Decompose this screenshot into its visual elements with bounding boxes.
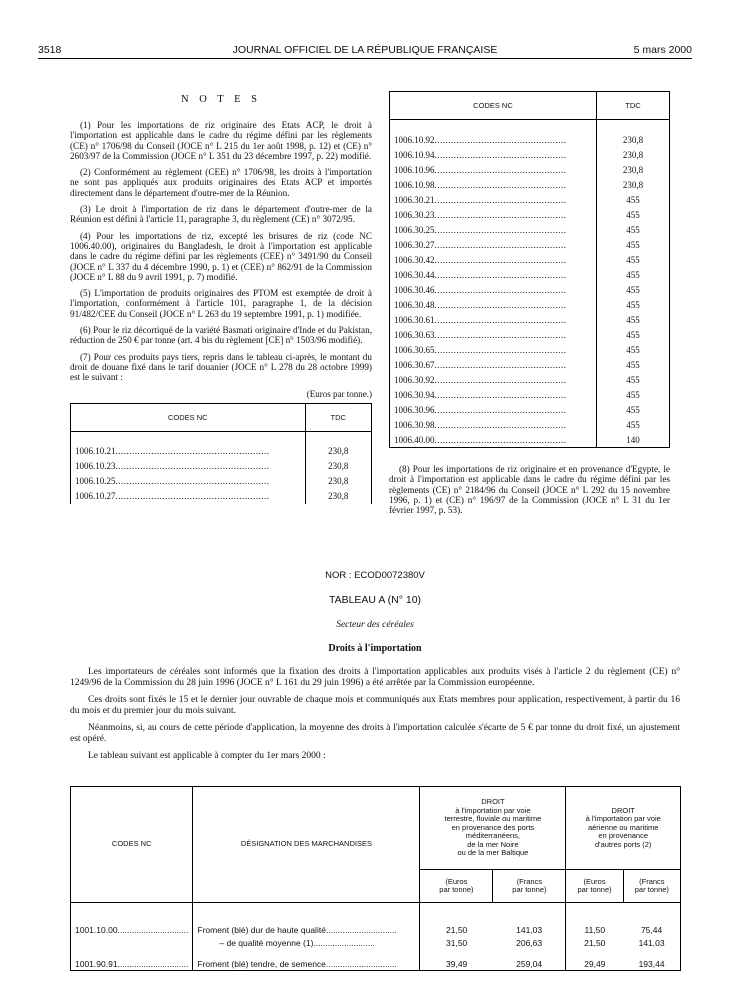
col-group-other-ports: DROIT à l'importation par voie aérienne ou maritime en provenance d'autres ports (2)	[566, 787, 681, 870]
tdc-value: 455	[626, 314, 640, 325]
code-nc: 1006.10.94	[394, 149, 435, 160]
col-francs-2: (Francs par tonne)	[623, 870, 680, 903]
tdc-value: 230,8	[622, 164, 644, 175]
tdc-value: 455	[626, 254, 640, 265]
value-euros-2: 29,49	[584, 958, 606, 969]
table-row: 1006.30.46................................................ 455	[390, 282, 669, 297]
table-row: 1006.30.94................................................ 455	[390, 387, 669, 402]
right-tdc-table	[389, 91, 670, 448]
table-row: – de qualité moyenne (1).......................... 31,50 206,63 21,50 141,03	[71, 936, 681, 949]
tdc-value: 455	[626, 269, 640, 280]
value-francs-2: 193,44	[638, 958, 665, 969]
table-row: 1006.30.61................................................ 455	[390, 312, 669, 327]
code-nc: 1006.30.23	[394, 209, 435, 220]
table-row: 1006.30.23................................................ 455	[390, 207, 669, 222]
code-nc: 1006.40.00	[394, 434, 435, 445]
table-row: 1006.30.96................................................ 455	[390, 402, 669, 417]
code-nc: 1006.30.25	[394, 224, 435, 235]
tdc-value: 140	[626, 434, 640, 445]
col-tdc: TDC	[305, 404, 371, 432]
col-group-mediterranean: DROIT à l'importation par voie terrestre, fluviale ou maritime en provenance des ports méditerranéens, de la mer Noire ou de la mer Baltique	[420, 787, 566, 870]
col-designation: DÉSIGNATION DES MARCHANDISES	[193, 787, 420, 903]
tdc-value: 230,8	[328, 461, 349, 472]
value-euros-2: 21,50	[584, 937, 606, 948]
value-euros-1: 39,49	[446, 958, 468, 969]
table-row: 1006.30.27................................................ 455	[390, 237, 669, 252]
value-euros-1: 21,50	[446, 924, 468, 935]
tableau-title: TABLEAU A (N° 10)	[328, 594, 422, 606]
note-2: (2) Conformément au règlement (CEE) n° 1706/98, les droits à l'importation ne sont pas appliqués aux produits originaires des Etats ACP et importés directement dans le département d'outre-mer de la Réunion.	[70, 167, 372, 198]
col-francs-1: (Francs par tonne)	[493, 870, 566, 903]
tdc-value: 455	[626, 194, 640, 205]
value-euros-2: 11,50	[584, 924, 606, 935]
table-row: 1006.30.65................................................ 455	[390, 342, 669, 357]
tdc-value: 455	[626, 389, 640, 400]
code-nc: 1006.10.23	[75, 461, 116, 472]
value-francs-2: 75,44	[640, 924, 663, 935]
code-nc: 1006.30.98	[394, 419, 435, 430]
left-column	[70, 70, 372, 504]
table-row: 1006.30.63................................................ 455	[390, 327, 669, 342]
tdc-value: 455	[626, 359, 640, 370]
code-nc: 1006.30.65	[394, 344, 435, 355]
nor-reference: NOR : ECOD0072380V	[325, 570, 425, 581]
table-row: 1006.10.25........................................................ 230,8	[71, 474, 371, 489]
code-nc: 1006.10.98	[394, 179, 435, 190]
right-column	[389, 91, 670, 515]
code-nc: 1006.10.21	[75, 446, 116, 457]
table-row: 1006.10.23........................................................ 230,8	[71, 459, 371, 474]
section-heading: Droits à l'importation	[328, 643, 422, 654]
cereal-duties-table	[70, 786, 681, 971]
table-row: 1006.10.27........................................................ 230,8	[71, 489, 371, 504]
table-row: 1006.30.48................................................ 455	[390, 297, 669, 312]
note-6: (6) Pour le riz décortiqué de la variété Basmati originaire d'Inde et du Pakistan, réduction de 250 € par tonne (art. 4 bis du règlement [CE] n° 1503/96 modifié).	[70, 325, 372, 346]
table-row: 1006.30.42................................................ 455	[390, 252, 669, 267]
note-7: (7) Pour ces produits pays tiers, repris dans le tableau ci-après, le montant du droit de douane fixé dans le tarif douanier (JOCE n° L 278 du 28 octobre 1999) est le suivant :	[70, 351, 372, 383]
tdc-value: 230,8	[328, 476, 349, 487]
code-nc: 1006.10.25	[75, 476, 116, 487]
header-rule	[38, 58, 692, 59]
table-row: 1006.10.92................................................ 230,8	[390, 132, 669, 147]
tdc-value: 455	[626, 329, 640, 340]
col-codes-nc: CODES NC	[71, 404, 305, 432]
secteur-subtitle: Secteur des céréales	[336, 620, 414, 630]
code-nc: 1006.30.67	[394, 359, 435, 370]
code-nc: 1006.30.63	[394, 329, 435, 340]
designation: Froment (blé) dur de haute qualité	[197, 924, 326, 935]
code-nc: 1006.10.96	[394, 164, 435, 175]
tdc-value: 455	[626, 209, 640, 220]
table-row: 1006.30.98................................................ 455	[390, 417, 669, 432]
unit-note: (Euros par tonne.)	[306, 388, 372, 399]
notes-title: N O T E S	[181, 94, 261, 105]
code-nc: 1006.30.21	[394, 194, 435, 205]
code-nc: 1006.30.61	[394, 314, 435, 325]
code-nc: 1001.90.91	[75, 958, 118, 969]
table-row: 1006.10.96................................................ 230,8	[390, 162, 669, 177]
tdc-value: 455	[626, 404, 640, 415]
code-nc: 1006.30.27	[394, 239, 435, 250]
tdc-value: 455	[626, 224, 640, 235]
designation: – de qualité moyenne (1)	[219, 937, 314, 948]
tdc-value: 455	[626, 239, 640, 250]
code-nc: 1006.30.44	[394, 269, 435, 280]
tdc-value: 230,8	[622, 149, 644, 160]
code-nc: 1006.30.96	[394, 404, 435, 415]
tdc-value: 455	[626, 344, 640, 355]
table-row: 1006.30.67................................................ 455	[390, 357, 669, 372]
tdc-value: 455	[626, 299, 640, 310]
paragraph-4: Le tableau suivant est applicable à compter du 1er mars 2000 :	[88, 751, 326, 761]
table-row: 1006.30.21................................................ 455	[390, 192, 669, 207]
note-3: (3) Le droit à l'importation de riz dans le département d'outre-mer de la Réunion est défini à l'article 11, paragraphe 3, du règlement (CE) n° 3072/95.	[70, 204, 372, 225]
code-nc: 1006.30.94	[394, 389, 435, 400]
value-francs-1: 259,04	[493, 957, 566, 971]
tdc-value: 455	[626, 374, 640, 385]
table-row: 1006.40.00................................................ 140	[390, 432, 669, 447]
issue-date: 5 mars 2000	[633, 44, 692, 56]
note-1: (1) Pour les importations de riz originaire des Etats ACP, le droit à l'importation est applicable dans le cadre du régime défini par les règlements (CE) n° 1706/98 du Conseil (JOCE n° L 215 du 1er août 1998, p. 12) et (CE) n° 2603/97 de la Commission (JOCE n° L 351 du 23 décembre 1997, p. 22) modifié.	[70, 120, 372, 161]
table-row: 1006.30.92................................................ 455	[390, 372, 669, 387]
code-nc: 1006.10.92	[394, 134, 435, 145]
code-nc: 1006.30.46	[394, 284, 435, 295]
tdc-value: 230,8	[328, 491, 349, 502]
table-row: 1001.10.00.............................. Froment (blé) dur de haute qualité.............................. 21,50 141,03 11,50 75,44	[71, 923, 681, 936]
page-header	[38, 44, 692, 58]
page-number: 3518	[38, 44, 62, 56]
table-row: 1006.10.98................................................ 230,8	[390, 177, 669, 192]
col-tdc: TDC	[596, 92, 669, 120]
tdc-value: 455	[626, 419, 640, 430]
code-nc: 1001.10.00	[75, 924, 118, 935]
col-euros-2: (Euros par tonne)	[566, 870, 623, 903]
col-euros-1: (Euros par tonne)	[420, 870, 493, 903]
col-codes-nc: CODES NC	[71, 787, 193, 903]
table-row: 1006.10.21........................................................ 230,8	[71, 444, 371, 459]
cereal-section	[70, 570, 680, 768]
journal-title: JOURNAL OFFICIEL DE LA RÉPUBLIQUE FRANÇAISE	[232, 44, 498, 56]
code-nc: 1006.10.27	[75, 491, 116, 502]
value-francs-1: 206,63	[493, 936, 566, 949]
tdc-value: 230,8	[622, 134, 644, 145]
table-row: 1006.30.25................................................ 455	[390, 222, 669, 237]
paragraph-1: Les importateurs de céréales sont informés que la fixation des droits à l'importation applicables aux produits visés à l'article 2 du règlement (CE) n° 1249/96 de la Commission du 28 juin 1996 (JOCE n° L 161 du 29 juin 1996) a été arrêtée par la Commission européenne.	[70, 667, 680, 688]
value-euros-1: 31,50	[446, 937, 468, 948]
table-row: 1001.90.91.............................. Froment (blé) tendre, de semence.............................. 39,49 259,04 29,49 193,44	[71, 957, 681, 971]
col-codes-nc: CODES NC	[390, 92, 596, 120]
code-nc: 1006.30.48	[394, 299, 435, 310]
tdc-value: 230,8	[622, 179, 644, 190]
code-nc: 1006.30.42	[394, 254, 435, 265]
table-row: 1006.10.94................................................ 230,8	[390, 147, 669, 162]
value-francs-1: 141,03	[493, 923, 566, 936]
tdc-value: 455	[626, 284, 640, 295]
table-row: 1006.30.44................................................ 455	[390, 267, 669, 282]
paragraph-2: Ces droits sont fixés le 15 et le dernier jour ouvrable de chaque mois et communiqués aux Etats membres pour application, respectivement, à partir du 16 du mois et du premier jour du mois suivant.	[70, 695, 680, 716]
note-5: (5) L'importation de produits originaires des PTOM est exemptée de droit à l'importation, conformément à l'article 101, paragraphe 1, de la décision 91/482/CEE du Conseil (JOCE n° L 263 du 19 septembre 1991, p. 1) modifiée.	[70, 288, 372, 319]
left-tdc-table	[70, 403, 372, 504]
note-4: (4) Pour les importations de riz, excepté les brisures de riz (code NC 1006.40.00), originaires du Bangladesh, le droit à l'importation est applicable dans le cadre du régime défini par les règlements (CEE) n° 3491/90 du Conseil (JOCE n° L 337 du 4 décembre 1990, p. 1) et (CEE) n° 862/91 de la Commission (JOCE n° L 88 du 9 avril 1991, p. 7) modifié.	[70, 230, 372, 282]
tdc-value: 230,8	[328, 446, 349, 457]
value-francs-2: 141,03	[638, 937, 665, 948]
note-8: (8) Pour les importations de riz originaire et en provenance d'Egypte, le droit à l'importation est applicable dans le cadre du régime défini par les règlements (CE) n° 2184/96 du Conseil (JOCE n° L 292 du 15 novembre 1996, p. 1) et (CE) n° 196/97 de la Commission (JOCE n° L 31 du 1er février 1997, p. 53).	[389, 464, 670, 516]
code-nc: 1006.30.92	[394, 374, 435, 385]
designation: Froment (blé) tendre, de semence	[197, 958, 326, 969]
paragraph-3: Néanmoins, si, au cours de cette période d'application, la moyenne des droits à l'importation calculée s'écarte de 5 € par tonne du droit fixé, un ajustement est opéré.	[70, 723, 680, 744]
